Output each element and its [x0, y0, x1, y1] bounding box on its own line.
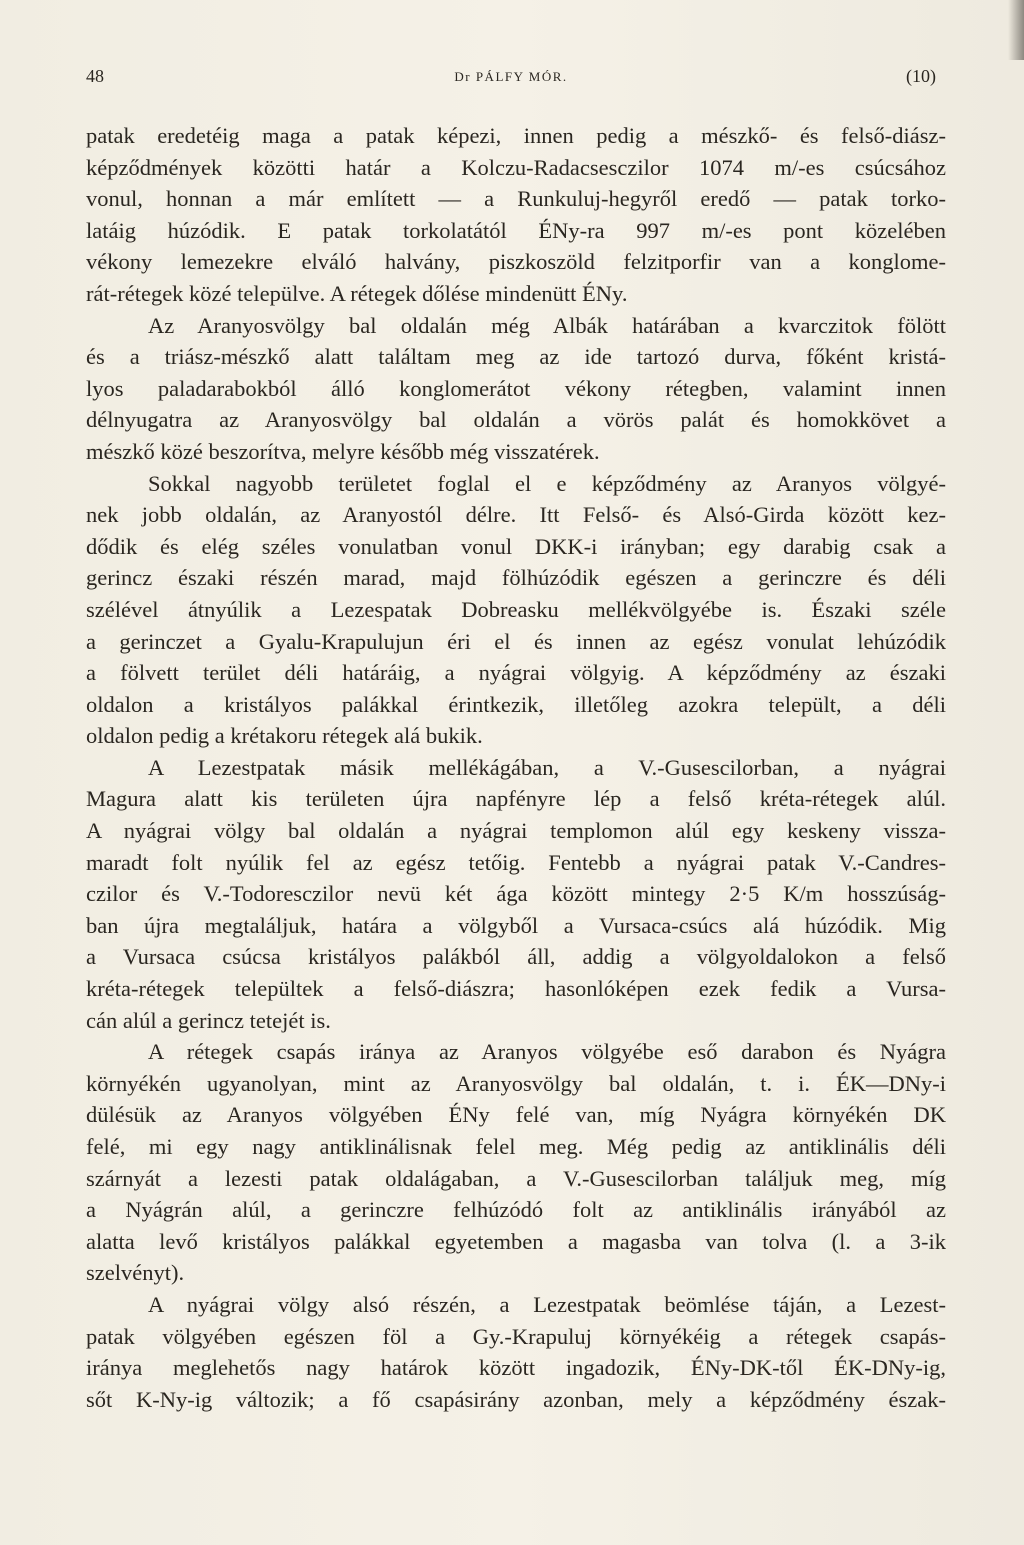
text-line: oldalon a kristályos palákkal érintkezik, illetőleg azokra települt, a déli — [86, 691, 946, 717]
text-line: lyos paladarabokból álló konglomerátot vékony rétegben, valamint innen — [86, 375, 946, 401]
text-line: sőt K-Ny-ig változik; a fő csapásirány azonban, mely a képződmény észak- — [86, 1386, 946, 1412]
text-line: környékén ugyanolyan, mint az Aranyosvölgy bal oldalán, t. i. ÉK—DNy-i — [86, 1070, 946, 1096]
text-line: czilor és V.-Todoresczilor nevü két ága között mintegy 2·5 K/m hosszúság- — [86, 881, 946, 907]
text-line: patak eredetéig maga a patak képezi, innen pedig a mészkő- és felső-diász- — [86, 123, 946, 148]
text-line: A nyágrai völgy alsó részén, a Lezestpatak beömlése táján, a Lezest- — [148, 1291, 946, 1317]
text-line: dődik és elég széles vonulatban vonul DKK-i irányban; egy darabig csak a — [86, 533, 946, 559]
text-line: ban újra megtaláljuk, határa a völgyből a Vursaca-csúcs alá húzódik. Mig — [86, 912, 946, 938]
text-line: maradt folt nyúlik fel az egész tetőig. Fentebb a nyágrai patak V.-Candres- — [86, 849, 946, 875]
text-line: Sokkal nagyobb területet foglal el e képződmény az Aranyos völgyé- — [148, 470, 946, 496]
text-line: kréta-rétegek települtek a felső-diászra; hasonlóképen ezek fedik a Vursa- — [86, 976, 946, 1002]
text-line: Magura alatt kis területen újra napfényre lép a felső kréta-rétegek alúl. — [86, 786, 946, 812]
text-line: vékony lemezekre elváló halvány, piszkoszöld felzitporfir van a konglome- — [86, 249, 946, 275]
text-line: rát-rétegek közé települve. A rétegek dőlése mindenütt ÉNy. — [86, 280, 628, 306]
text-line: felé, mi egy nagy antiklinálisnak felel meg. Még pedig az antiklinális déli — [86, 1134, 946, 1159]
text-line: a gerinczet a Gyalu-Krapulujun éri el és innen az egész vonulat lehúzódik — [86, 628, 946, 654]
text-line: cán alúl a gerincz tetejét is. — [86, 1007, 331, 1033]
text-line: a fölvett terület déli határáig, a nyágrai völgyig. A képződmény az északi — [86, 660, 946, 686]
text-line: latáig húzódik. E patak torkolatától ÉNy-ra 997 m/-es pont közelében — [86, 217, 946, 243]
text-line: délnyugatra az Aranyosvölgy bal oldalán a vörös palát és homokkövet a — [86, 407, 946, 433]
text-line: A rétegek csapás iránya az Aranyos völgyébe eső darabon és Nyágra — [148, 1039, 946, 1065]
page-corner-shadow — [1008, 0, 1024, 60]
text-line: szelvényt). — [86, 1260, 185, 1286]
page-header — [86, 66, 936, 106]
text-line: A Lezestpatak másik mellékágában, a V.-Gusescilorban, a nyágrai — [148, 754, 946, 780]
text-line: oldalon pedig a krétakoru rétegek alá bukik. — [86, 723, 483, 749]
text-line: Az Aranyosvölgy bal oldalán még Albák határában a kvarczitok fölött — [148, 312, 946, 338]
running-head: Dr PÁLFY MÓR. — [454, 69, 568, 84]
text-line: mészkő közé beszorítva, melyre később még visszatérek. — [86, 438, 600, 464]
text-line: a Nyágrán alúl, a gerinczre felhúzódó folt az antiklinális irányából az — [86, 1197, 946, 1223]
text-line: A nyágrai völgy bal oldalán a nyágrai templomon alúl egy keskeny vissza- — [86, 818, 946, 844]
page-number: 48 — [86, 66, 104, 86]
section-number: (10) — [906, 66, 936, 86]
text-line: patak völgyében egészen föl a Gy.-Krapuluj környékéig a rétegek csapás- — [86, 1323, 946, 1349]
text-line: és a triász-mészkő alatt találtam meg az ide tartozó durva, főként kristá- — [86, 344, 946, 370]
text-line: dülésük az Aranyos völgyében ÉNy felé van, míg Nyágra környékén DK — [86, 1102, 946, 1128]
text-line: képződmények közötti határ a Kolczu-Radacsesczilor 1074 m/-es csúcsához — [86, 154, 946, 180]
text-line: vonul, honnan a már említett — a Runkuluj-hegyről eredő — patak torko- — [86, 186, 946, 212]
text-line: a Vursaca csúcsa kristályos palákból áll, addig a völgyoldalokon a felső — [86, 944, 946, 970]
text-line: alatta levő kristályos palákkal egyetemben a magasba van tolva (l. a 3-ik — [86, 1228, 946, 1254]
text-line: szélével átnyúlik a Lezespatak Dobreasku mellékvölgyébe is. Északi széle — [86, 596, 946, 622]
text-line: nek jobb oldalán, az Aranyostól délre. Itt Felső- és Alsó-Girda között kez- — [86, 502, 946, 528]
text-line: gerincz északi részén marad, majd fölhúzódik egészen a gerinczre és déli — [86, 565, 946, 591]
body-text — [86, 120, 946, 1415]
text-line: szárnyát a lezesti patak oldalágaban, a V.-Gusescilorban találjuk meg, míg — [86, 1165, 946, 1191]
text-line: iránya meglehetős nagy határok között ingadozik, ÉNy-DK-től ÉK-DNy-ig, — [86, 1355, 946, 1381]
